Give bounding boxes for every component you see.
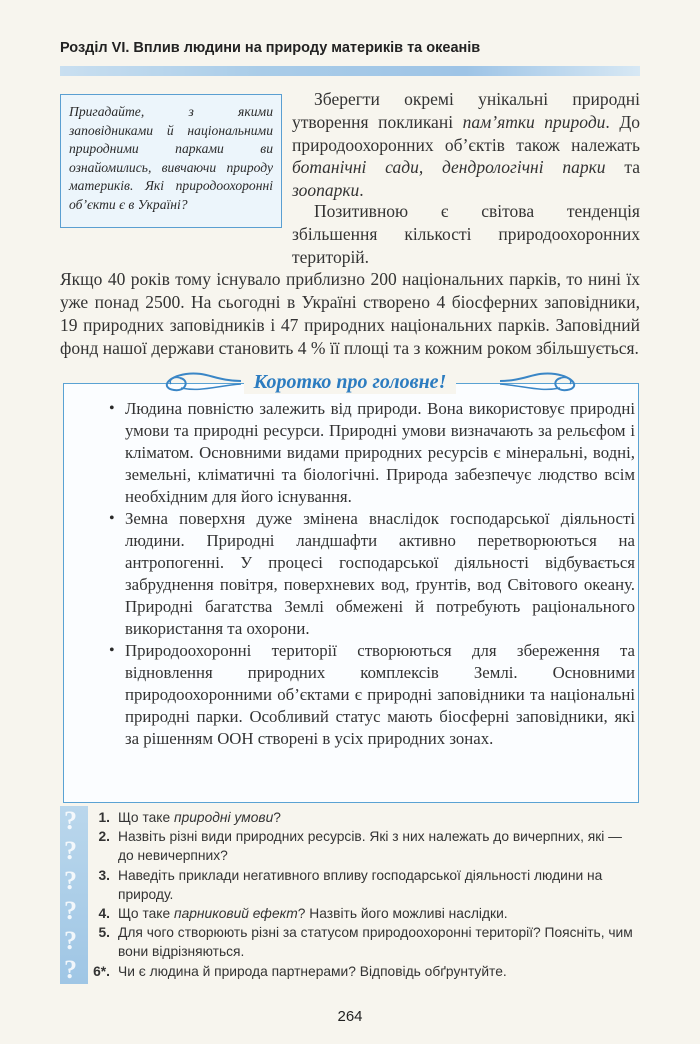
summary-list bbox=[105, 398, 635, 750]
question-1: 1. Що таке природні умови? bbox=[98, 810, 281, 825]
question-mark-icon: ? bbox=[64, 836, 77, 865]
recall-text: Пригадайте, з якими заповідниками й національними природними парками ви ознайомились, вивчаючи природу материків. Які природоохоронні об’єкти є в Україні? bbox=[69, 104, 273, 212]
question-mark-icon: ? bbox=[64, 955, 77, 984]
summary-bullet-1: • Людина повністю залежить від природи. Вона використовує природні умови та природні ресурси. Природні умови визначають за рельєфом і кліматом. Основними видами природних ресурсів є мінеральні, водні, земельні, кліматичні та біологічні. Природа забезпечує людство всім необхідним для його існування. bbox=[109, 399, 635, 506]
bullet-icon: • bbox=[109, 642, 115, 659]
questions-list bbox=[88, 808, 640, 981]
bullet-icon: • bbox=[109, 510, 115, 527]
term-natural-monuments: пам’ятки природи bbox=[462, 111, 606, 132]
right-swirl-ornament bbox=[495, 366, 595, 396]
term-gardens-parks: ботанічні сади, дендрологічні парки bbox=[292, 157, 606, 178]
question-3: 3. Наведіть приклади негативного впливу господарської діяльності людини на природу. bbox=[98, 867, 603, 902]
summary-bullet-3: • Природоохоронні території створюються для збереження та відновлення природних комплексів Землі. Основними природоохоронними об’єктами є природні заповідники та національні природні парки. Особливий статус мають біосферні заповідники, які за рішенням ООН створені в усіх природних зонах. bbox=[109, 641, 635, 748]
section-title: Розділ VI. Вплив людини на природу материків та океанів bbox=[60, 40, 481, 56]
header-rule bbox=[60, 66, 640, 76]
left-swirl-ornament bbox=[146, 366, 246, 396]
summary-title: Коротко про головне! bbox=[244, 371, 457, 394]
question-mark-icon: ? bbox=[64, 926, 77, 955]
question-mark-icon: ? bbox=[64, 896, 77, 925]
summary-bullet-2: • Земна поверхня дуже змінена внаслідок господарської діяльності людини. Природні ландшафти активно перетворюються на антропогенні. У процесі господарської діяльності відбувається забруднення повітря, поверхневих вод, ґрунтів, вод Світового океану. Природні багатства Землі обмежені й потребують раціонального використання та охорони. bbox=[109, 509, 635, 638]
term-zoos: зоопарки bbox=[292, 180, 360, 201]
question-mark-icon: ? bbox=[64, 866, 77, 895]
paragraph-2-first: Позитивною є світова тенденція збільшення кількості природоохоронних територій. bbox=[292, 201, 640, 267]
question-5: 5. Для чого створюють різні за статусом природоохоронні території? Поясніть, чим вони відрізняються. bbox=[98, 925, 633, 960]
question-4: 4. Що таке парниковий ефект? Назвіть його можливі наслідки. bbox=[98, 906, 508, 922]
paragraph-1: Зберегти окремі унікальні природні утворення покликані пам’ятки природи. До природоохоронних об’єктів також належать ботанічні сади, дендрологічні парки та зоопарки. bbox=[292, 89, 640, 201]
question-6: 6*. Чи є людина й природа партнерами? Відповідь обґрунтуйте. bbox=[93, 963, 507, 979]
question-2: 2. Назвіть різні види природних ресурсів. Які з них належать до вичерпних, які — до невичерпних? bbox=[98, 829, 622, 864]
paragraph-2 bbox=[60, 200, 640, 360]
page-number: 264 bbox=[337, 1008, 363, 1025]
bullet-icon: • bbox=[109, 400, 115, 417]
paragraph-2-rest: Якщо 40 років тому існувало приблизно 200 національних парків, то нині їх уже понад 2500. На сьогодні в Україні створено 4 біосферних заповідники, 19 природних заповідників і 47 природних національних парків. Заповідний фонд нашої держави становить 4 % її площі та з кожним роком збільшується. bbox=[60, 269, 640, 358]
question-mark-icon: ? bbox=[64, 806, 77, 835]
